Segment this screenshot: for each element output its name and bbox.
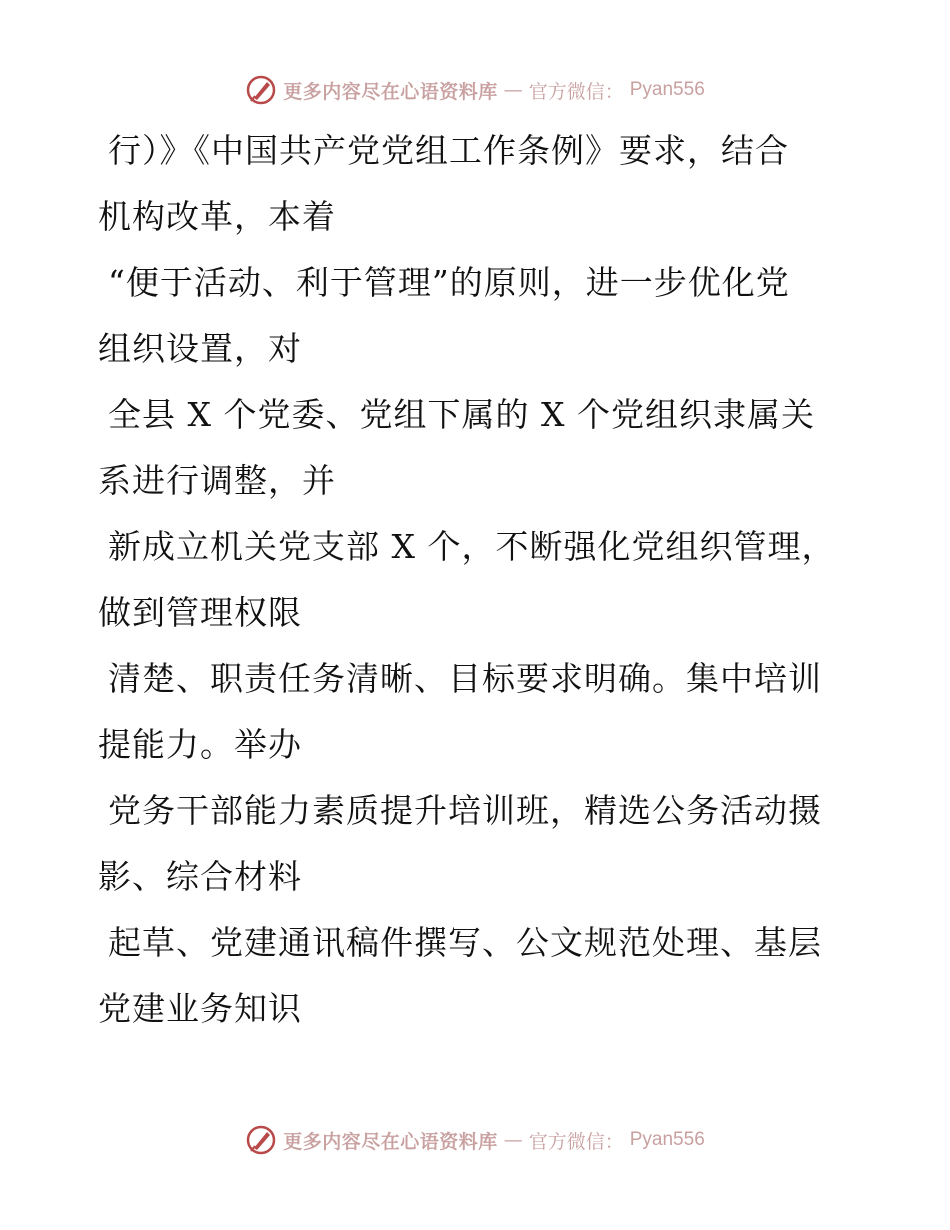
banner-wechat-label: 官方微信：: [528, 1130, 624, 1153]
paragraph-line: 党务干部能力素质提升培训班，精选公务活动摄: [108, 791, 822, 830]
banner-wechat-id: Pyan556: [629, 79, 705, 100]
footer-banner: [0, 1120, 950, 1160]
banner-dash: —: [503, 1129, 523, 1151]
paragraph-line: 全县 X 个党委、党组下属的 X 个党组织隶属关: [108, 395, 815, 434]
banner-dash: —: [503, 79, 523, 101]
paragraph-line: 系进行调整，并: [98, 461, 336, 500]
paragraph-block: [98, 118, 858, 250]
banner-wechat-id: Pyan556: [629, 1129, 705, 1150]
paragraph-line: 影、综合材料: [98, 857, 302, 896]
paragraph-block: [98, 382, 858, 514]
banner-wechat-label: 官方微信：: [528, 80, 624, 103]
paragraph-line: 新成立机关党支部 X 个，不断强化党组织管理，: [108, 527, 836, 566]
paragraph-line: 党建业务知识: [98, 989, 302, 1028]
paragraph-block: [98, 646, 858, 778]
quill-logo-icon: [245, 1124, 277, 1156]
paragraph-line: 机构改革，本着: [98, 197, 336, 236]
paragraph-line: 做到管理权限: [98, 593, 302, 632]
paragraph-line: 提能力。举办: [98, 725, 302, 764]
banner-main-text: 更多内容尽在心语资料库: [283, 1130, 498, 1153]
banner-main-text: 更多内容尽在心语资料库: [283, 80, 498, 103]
paragraph-block: [98, 910, 858, 1042]
paragraph-line: 行）》《中国共产党党组工作条例》要求，结合: [108, 131, 789, 170]
quill-logo-icon: [245, 74, 277, 106]
paragraph-block: [98, 778, 858, 910]
paragraph-line: 清楚、职责任务清晰、目标要求明确。集中培训: [108, 659, 822, 698]
paragraph-block: [98, 514, 858, 646]
document-body: [98, 118, 858, 1042]
paragraph-line: 起草、党建通讯稿件撰写、公文规范处理、基层: [108, 923, 822, 962]
paragraph-block: [98, 250, 858, 382]
paragraph-line: 组织设置，对: [98, 329, 302, 368]
header-banner: [0, 70, 950, 110]
paragraph-line: “便于活动、利于管理”的原则，进一步优化党: [108, 263, 790, 302]
